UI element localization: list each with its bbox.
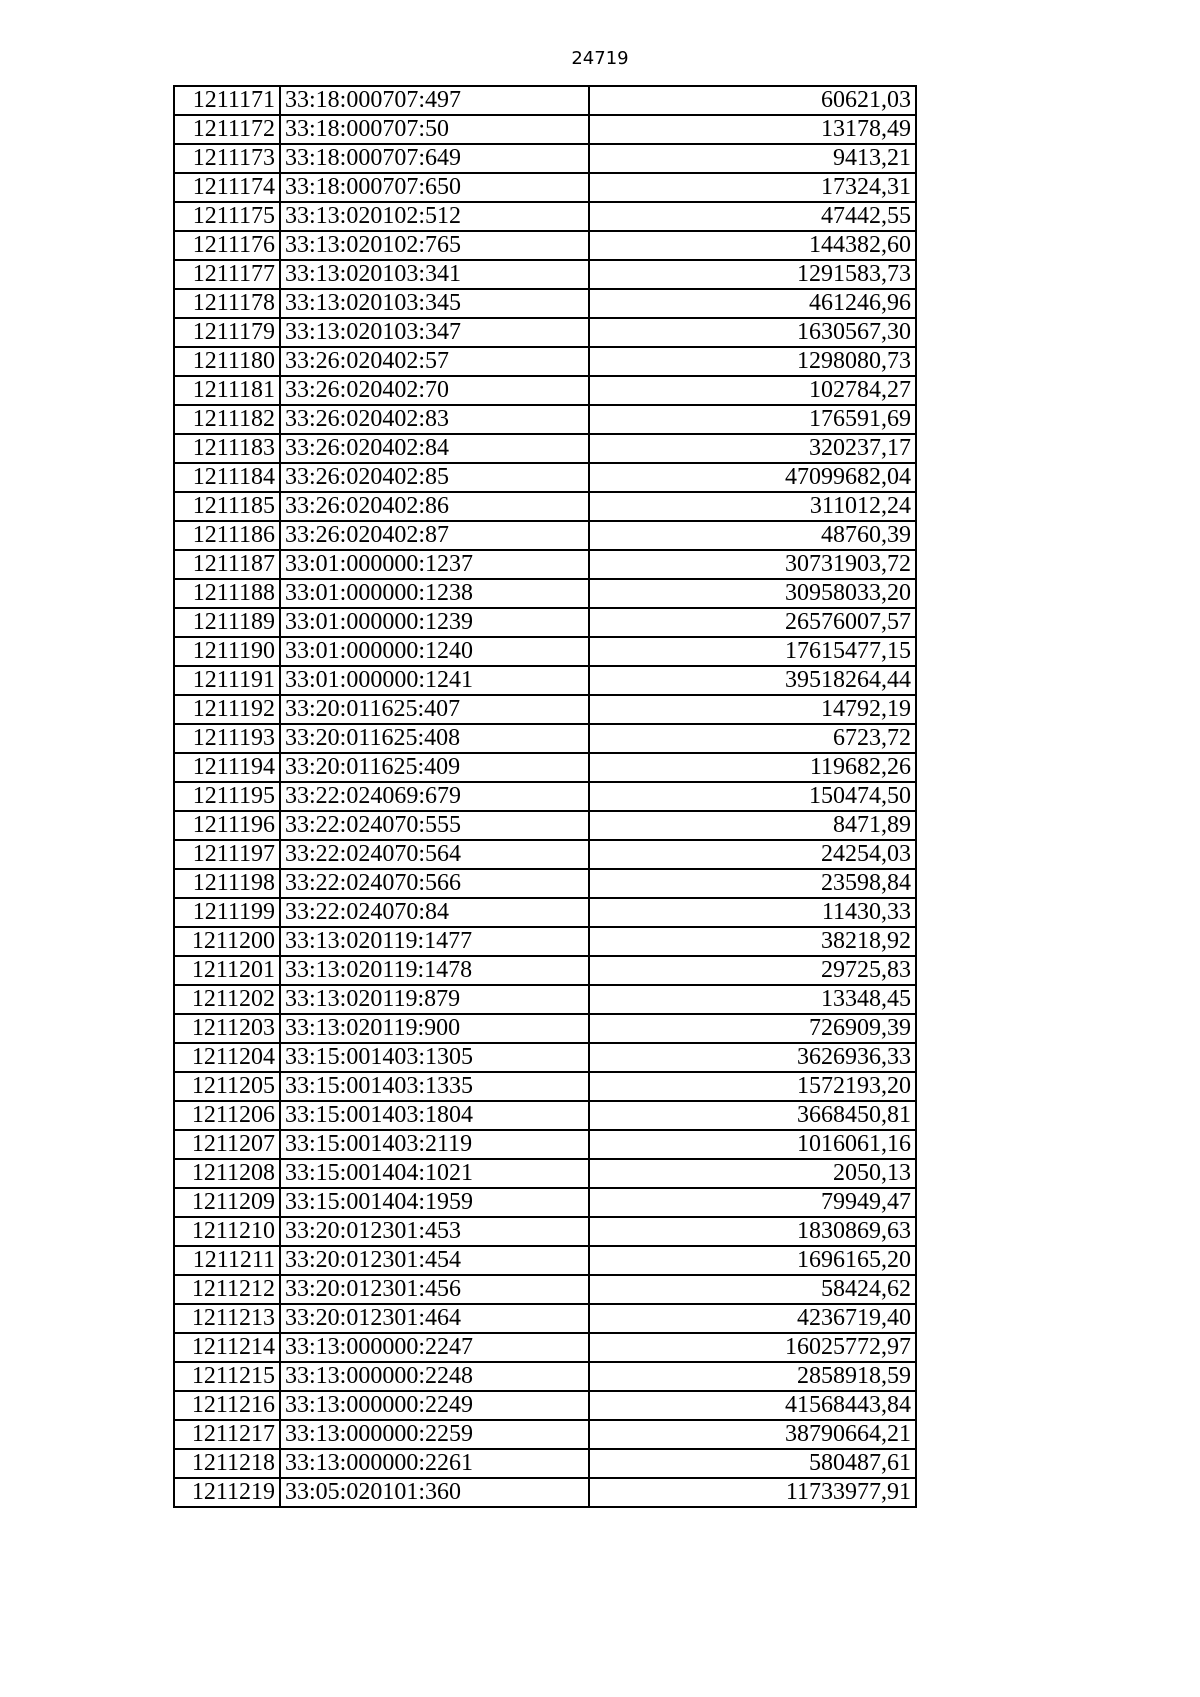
row-id-cell: 1211201 bbox=[174, 956, 280, 985]
cadastral-number-cell: 33:13:020119:1478 bbox=[280, 956, 589, 985]
table-row bbox=[174, 173, 916, 202]
cadastral-number-cell: 33:01:000000:1238 bbox=[280, 579, 589, 608]
row-id-cell: 1211200 bbox=[174, 927, 280, 956]
row-id-cell: 1211209 bbox=[174, 1188, 280, 1217]
cadastral-value-cell: 1572193,20 bbox=[589, 1072, 916, 1101]
row-id-cell: 1211199 bbox=[174, 898, 280, 927]
table-row bbox=[174, 1043, 916, 1072]
row-id-cell: 1211219 bbox=[174, 1478, 280, 1507]
cadastral-value-cell: 3668450,81 bbox=[589, 1101, 916, 1130]
table-row bbox=[174, 202, 916, 231]
cadastral-number-cell: 33:26:020402:84 bbox=[280, 434, 589, 463]
cadastral-number-cell: 33:13:000000:2259 bbox=[280, 1420, 589, 1449]
cadastral-number-cell: 33:20:012301:464 bbox=[280, 1304, 589, 1333]
row-id-cell: 1211195 bbox=[174, 782, 280, 811]
table-row bbox=[174, 956, 916, 985]
row-id-cell: 1211198 bbox=[174, 869, 280, 898]
cadastral-number-cell: 33:13:000000:2261 bbox=[280, 1449, 589, 1478]
row-id-cell: 1211174 bbox=[174, 173, 280, 202]
cadastral-value-cell: 1291583,73 bbox=[589, 260, 916, 289]
table-row bbox=[174, 1072, 916, 1101]
cadastral-value-table bbox=[173, 85, 917, 1508]
table-row bbox=[174, 289, 916, 318]
cadastral-number-cell: 33:26:020402:57 bbox=[280, 347, 589, 376]
row-id-cell: 1211179 bbox=[174, 318, 280, 347]
row-id-cell: 1211181 bbox=[174, 376, 280, 405]
table-body bbox=[174, 86, 916, 1507]
table-row bbox=[174, 318, 916, 347]
table-row bbox=[174, 1304, 916, 1333]
row-id-cell: 1211194 bbox=[174, 753, 280, 782]
table-row bbox=[174, 1101, 916, 1130]
cadastral-number-cell: 33:15:001403:2119 bbox=[280, 1130, 589, 1159]
cadastral-value-cell: 176591,69 bbox=[589, 405, 916, 434]
cadastral-number-cell: 33:13:020103:341 bbox=[280, 260, 589, 289]
cadastral-value-cell: 26576007,57 bbox=[589, 608, 916, 637]
row-id-cell: 1211205 bbox=[174, 1072, 280, 1101]
cadastral-value-cell: 17324,31 bbox=[589, 173, 916, 202]
cadastral-number-cell: 33:22:024070:555 bbox=[280, 811, 589, 840]
table-row bbox=[174, 782, 916, 811]
page-number: 24719 bbox=[571, 48, 629, 69]
row-id-cell: 1211183 bbox=[174, 434, 280, 463]
table-row bbox=[174, 869, 916, 898]
cadastral-value-cell: 6723,72 bbox=[589, 724, 916, 753]
cadastral-value-cell: 1830869,63 bbox=[589, 1217, 916, 1246]
cadastral-number-cell: 33:15:001404:1959 bbox=[280, 1188, 589, 1217]
table-row bbox=[174, 666, 916, 695]
cadastral-value-cell: 79949,47 bbox=[589, 1188, 916, 1217]
cadastral-value-cell: 16025772,97 bbox=[589, 1333, 916, 1362]
table-row bbox=[174, 927, 916, 956]
row-id-cell: 1211208 bbox=[174, 1159, 280, 1188]
cadastral-number-cell: 33:26:020402:86 bbox=[280, 492, 589, 521]
cadastral-number-cell: 33:18:000707:497 bbox=[280, 86, 589, 115]
cadastral-number-cell: 33:22:024070:84 bbox=[280, 898, 589, 927]
row-id-cell: 1211191 bbox=[174, 666, 280, 695]
cadastral-number-cell: 33:26:020402:70 bbox=[280, 376, 589, 405]
cadastral-number-cell: 33:13:000000:2249 bbox=[280, 1391, 589, 1420]
cadastral-number-cell: 33:01:000000:1241 bbox=[280, 666, 589, 695]
table-row bbox=[174, 1246, 916, 1275]
cadastral-value-cell: 1696165,20 bbox=[589, 1246, 916, 1275]
row-id-cell: 1211190 bbox=[174, 637, 280, 666]
table-row bbox=[174, 144, 916, 173]
table-row bbox=[174, 115, 916, 144]
table-row bbox=[174, 1159, 916, 1188]
cadastral-number-cell: 33:22:024069:679 bbox=[280, 782, 589, 811]
cadastral-number-cell: 33:22:024070:564 bbox=[280, 840, 589, 869]
cadastral-value-cell: 580487,61 bbox=[589, 1449, 916, 1478]
cadastral-value-cell: 8471,89 bbox=[589, 811, 916, 840]
row-id-cell: 1211185 bbox=[174, 492, 280, 521]
table-row bbox=[174, 1391, 916, 1420]
cadastral-value-cell: 29725,83 bbox=[589, 956, 916, 985]
table-row bbox=[174, 521, 916, 550]
table-row bbox=[174, 840, 916, 869]
row-id-cell: 1211180 bbox=[174, 347, 280, 376]
cadastral-value-cell: 14792,19 bbox=[589, 695, 916, 724]
cadastral-value-cell: 38790664,21 bbox=[589, 1420, 916, 1449]
cadastral-number-cell: 33:15:001403:1804 bbox=[280, 1101, 589, 1130]
cadastral-number-cell: 33:13:020119:879 bbox=[280, 985, 589, 1014]
table-row bbox=[174, 1014, 916, 1043]
cadastral-value-cell: 30731903,72 bbox=[589, 550, 916, 579]
table-row bbox=[174, 463, 916, 492]
table-row bbox=[174, 1449, 916, 1478]
cadastral-number-cell: 33:13:000000:2247 bbox=[280, 1333, 589, 1362]
table-row bbox=[174, 260, 916, 289]
cadastral-number-cell: 33:13:020102:512 bbox=[280, 202, 589, 231]
cadastral-value-cell: 2050,13 bbox=[589, 1159, 916, 1188]
cadastral-number-cell: 33:13:020102:765 bbox=[280, 231, 589, 260]
cadastral-value-cell: 9413,21 bbox=[589, 144, 916, 173]
table-row bbox=[174, 1420, 916, 1449]
cadastral-value-cell: 17615477,15 bbox=[589, 637, 916, 666]
row-id-cell: 1211210 bbox=[174, 1217, 280, 1246]
cadastral-value-cell: 144382,60 bbox=[589, 231, 916, 260]
table-row bbox=[174, 1275, 916, 1304]
table-row bbox=[174, 405, 916, 434]
table-row bbox=[174, 724, 916, 753]
cadastral-value-cell: 1298080,73 bbox=[589, 347, 916, 376]
table-row bbox=[174, 985, 916, 1014]
table-row bbox=[174, 492, 916, 521]
row-id-cell: 1211187 bbox=[174, 550, 280, 579]
row-id-cell: 1211193 bbox=[174, 724, 280, 753]
cadastral-number-cell: 33:18:000707:650 bbox=[280, 173, 589, 202]
table-row bbox=[174, 811, 916, 840]
cadastral-value-cell: 726909,39 bbox=[589, 1014, 916, 1043]
cadastral-number-cell: 33:13:000000:2248 bbox=[280, 1362, 589, 1391]
cadastral-value-cell: 311012,24 bbox=[589, 492, 916, 521]
row-id-cell: 1211172 bbox=[174, 115, 280, 144]
cadastral-value-cell: 24254,03 bbox=[589, 840, 916, 869]
table-row bbox=[174, 579, 916, 608]
row-id-cell: 1211175 bbox=[174, 202, 280, 231]
table-row bbox=[174, 753, 916, 782]
cadastral-value-cell: 38218,92 bbox=[589, 927, 916, 956]
cadastral-value-cell: 41568443,84 bbox=[589, 1391, 916, 1420]
cadastral-number-cell: 33:26:020402:87 bbox=[280, 521, 589, 550]
cadastral-number-cell: 33:20:011625:407 bbox=[280, 695, 589, 724]
row-id-cell: 1211218 bbox=[174, 1449, 280, 1478]
cadastral-value-cell: 39518264,44 bbox=[589, 666, 916, 695]
cadastral-number-cell: 33:01:000000:1240 bbox=[280, 637, 589, 666]
table-row bbox=[174, 434, 916, 463]
cadastral-number-cell: 33:20:012301:456 bbox=[280, 1275, 589, 1304]
row-id-cell: 1211177 bbox=[174, 260, 280, 289]
cadastral-value-cell: 11430,33 bbox=[589, 898, 916, 927]
cadastral-number-cell: 33:18:000707:649 bbox=[280, 144, 589, 173]
row-id-cell: 1211196 bbox=[174, 811, 280, 840]
cadastral-number-cell: 33:01:000000:1239 bbox=[280, 608, 589, 637]
cadastral-value-cell: 13178,49 bbox=[589, 115, 916, 144]
table-row bbox=[174, 898, 916, 927]
table-row bbox=[174, 1130, 916, 1159]
row-id-cell: 1211212 bbox=[174, 1275, 280, 1304]
cadastral-number-cell: 33:18:000707:50 bbox=[280, 115, 589, 144]
cadastral-number-cell: 33:20:011625:408 bbox=[280, 724, 589, 753]
cadastral-number-cell: 33:26:020402:85 bbox=[280, 463, 589, 492]
cadastral-number-cell: 33:26:020402:83 bbox=[280, 405, 589, 434]
cadastral-value-cell: 23598,84 bbox=[589, 869, 916, 898]
row-id-cell: 1211215 bbox=[174, 1362, 280, 1391]
row-id-cell: 1211202 bbox=[174, 985, 280, 1014]
table-row bbox=[174, 1217, 916, 1246]
table-row bbox=[174, 608, 916, 637]
cadastral-number-cell: 33:15:001404:1021 bbox=[280, 1159, 589, 1188]
cadastral-number-cell: 33:01:000000:1237 bbox=[280, 550, 589, 579]
row-id-cell: 1211214 bbox=[174, 1333, 280, 1362]
cadastral-value-cell: 13348,45 bbox=[589, 985, 916, 1014]
table-row bbox=[174, 1362, 916, 1391]
cadastral-value-cell: 150474,50 bbox=[589, 782, 916, 811]
table-row bbox=[174, 1188, 916, 1217]
cadastral-number-cell: 33:15:001403:1335 bbox=[280, 1072, 589, 1101]
row-id-cell: 1211189 bbox=[174, 608, 280, 637]
row-id-cell: 1211211 bbox=[174, 1246, 280, 1275]
cadastral-number-cell: 33:22:024070:566 bbox=[280, 869, 589, 898]
cadastral-number-cell: 33:20:012301:454 bbox=[280, 1246, 589, 1275]
cadastral-value-cell: 3626936,33 bbox=[589, 1043, 916, 1072]
cadastral-number-cell: 33:20:012301:453 bbox=[280, 1217, 589, 1246]
cadastral-value-cell: 4236719,40 bbox=[589, 1304, 916, 1333]
cadastral-value-cell: 11733977,91 bbox=[589, 1478, 916, 1507]
table-row bbox=[174, 1333, 916, 1362]
row-id-cell: 1211188 bbox=[174, 579, 280, 608]
table-row bbox=[174, 231, 916, 260]
cadastral-value-cell: 47099682,04 bbox=[589, 463, 916, 492]
cadastral-number-cell: 33:13:020103:345 bbox=[280, 289, 589, 318]
cadastral-value-cell: 47442,55 bbox=[589, 202, 916, 231]
cadastral-value-cell: 119682,26 bbox=[589, 753, 916, 782]
table-row bbox=[174, 1478, 916, 1507]
cadastral-value-cell: 1016061,16 bbox=[589, 1130, 916, 1159]
cadastral-value-cell: 58424,62 bbox=[589, 1275, 916, 1304]
table-row bbox=[174, 347, 916, 376]
cadastral-value-cell: 102784,27 bbox=[589, 376, 916, 405]
table-row bbox=[174, 550, 916, 579]
cadastral-value-cell: 60621,03 bbox=[589, 86, 916, 115]
row-id-cell: 1211204 bbox=[174, 1043, 280, 1072]
row-id-cell: 1211176 bbox=[174, 231, 280, 260]
cadastral-number-cell: 33:05:020101:360 bbox=[280, 1478, 589, 1507]
row-id-cell: 1211192 bbox=[174, 695, 280, 724]
cadastral-number-cell: 33:20:011625:409 bbox=[280, 753, 589, 782]
row-id-cell: 1211207 bbox=[174, 1130, 280, 1159]
cadastral-value-cell: 48760,39 bbox=[589, 521, 916, 550]
cadastral-value-cell: 461246,96 bbox=[589, 289, 916, 318]
row-id-cell: 1211217 bbox=[174, 1420, 280, 1449]
row-id-cell: 1211216 bbox=[174, 1391, 280, 1420]
cadastral-value-cell: 320237,17 bbox=[589, 434, 916, 463]
table-row bbox=[174, 637, 916, 666]
cadastral-value-cell: 2858918,59 bbox=[589, 1362, 916, 1391]
row-id-cell: 1211171 bbox=[174, 86, 280, 115]
table-row bbox=[174, 86, 916, 115]
cadastral-number-cell: 33:15:001403:1305 bbox=[280, 1043, 589, 1072]
row-id-cell: 1211182 bbox=[174, 405, 280, 434]
row-id-cell: 1211197 bbox=[174, 840, 280, 869]
row-id-cell: 1211184 bbox=[174, 463, 280, 492]
row-id-cell: 1211178 bbox=[174, 289, 280, 318]
cadastral-number-cell: 33:13:020119:900 bbox=[280, 1014, 589, 1043]
table-row bbox=[174, 695, 916, 724]
cadastral-number-cell: 33:13:020103:347 bbox=[280, 318, 589, 347]
cadastral-number-cell: 33:13:020119:1477 bbox=[280, 927, 589, 956]
row-id-cell: 1211186 bbox=[174, 521, 280, 550]
row-id-cell: 1211213 bbox=[174, 1304, 280, 1333]
row-id-cell: 1211206 bbox=[174, 1101, 280, 1130]
row-id-cell: 1211173 bbox=[174, 144, 280, 173]
row-id-cell: 1211203 bbox=[174, 1014, 280, 1043]
cadastral-value-cell: 30958033,20 bbox=[589, 579, 916, 608]
cadastral-value-cell: 1630567,30 bbox=[589, 318, 916, 347]
table-row bbox=[174, 376, 916, 405]
